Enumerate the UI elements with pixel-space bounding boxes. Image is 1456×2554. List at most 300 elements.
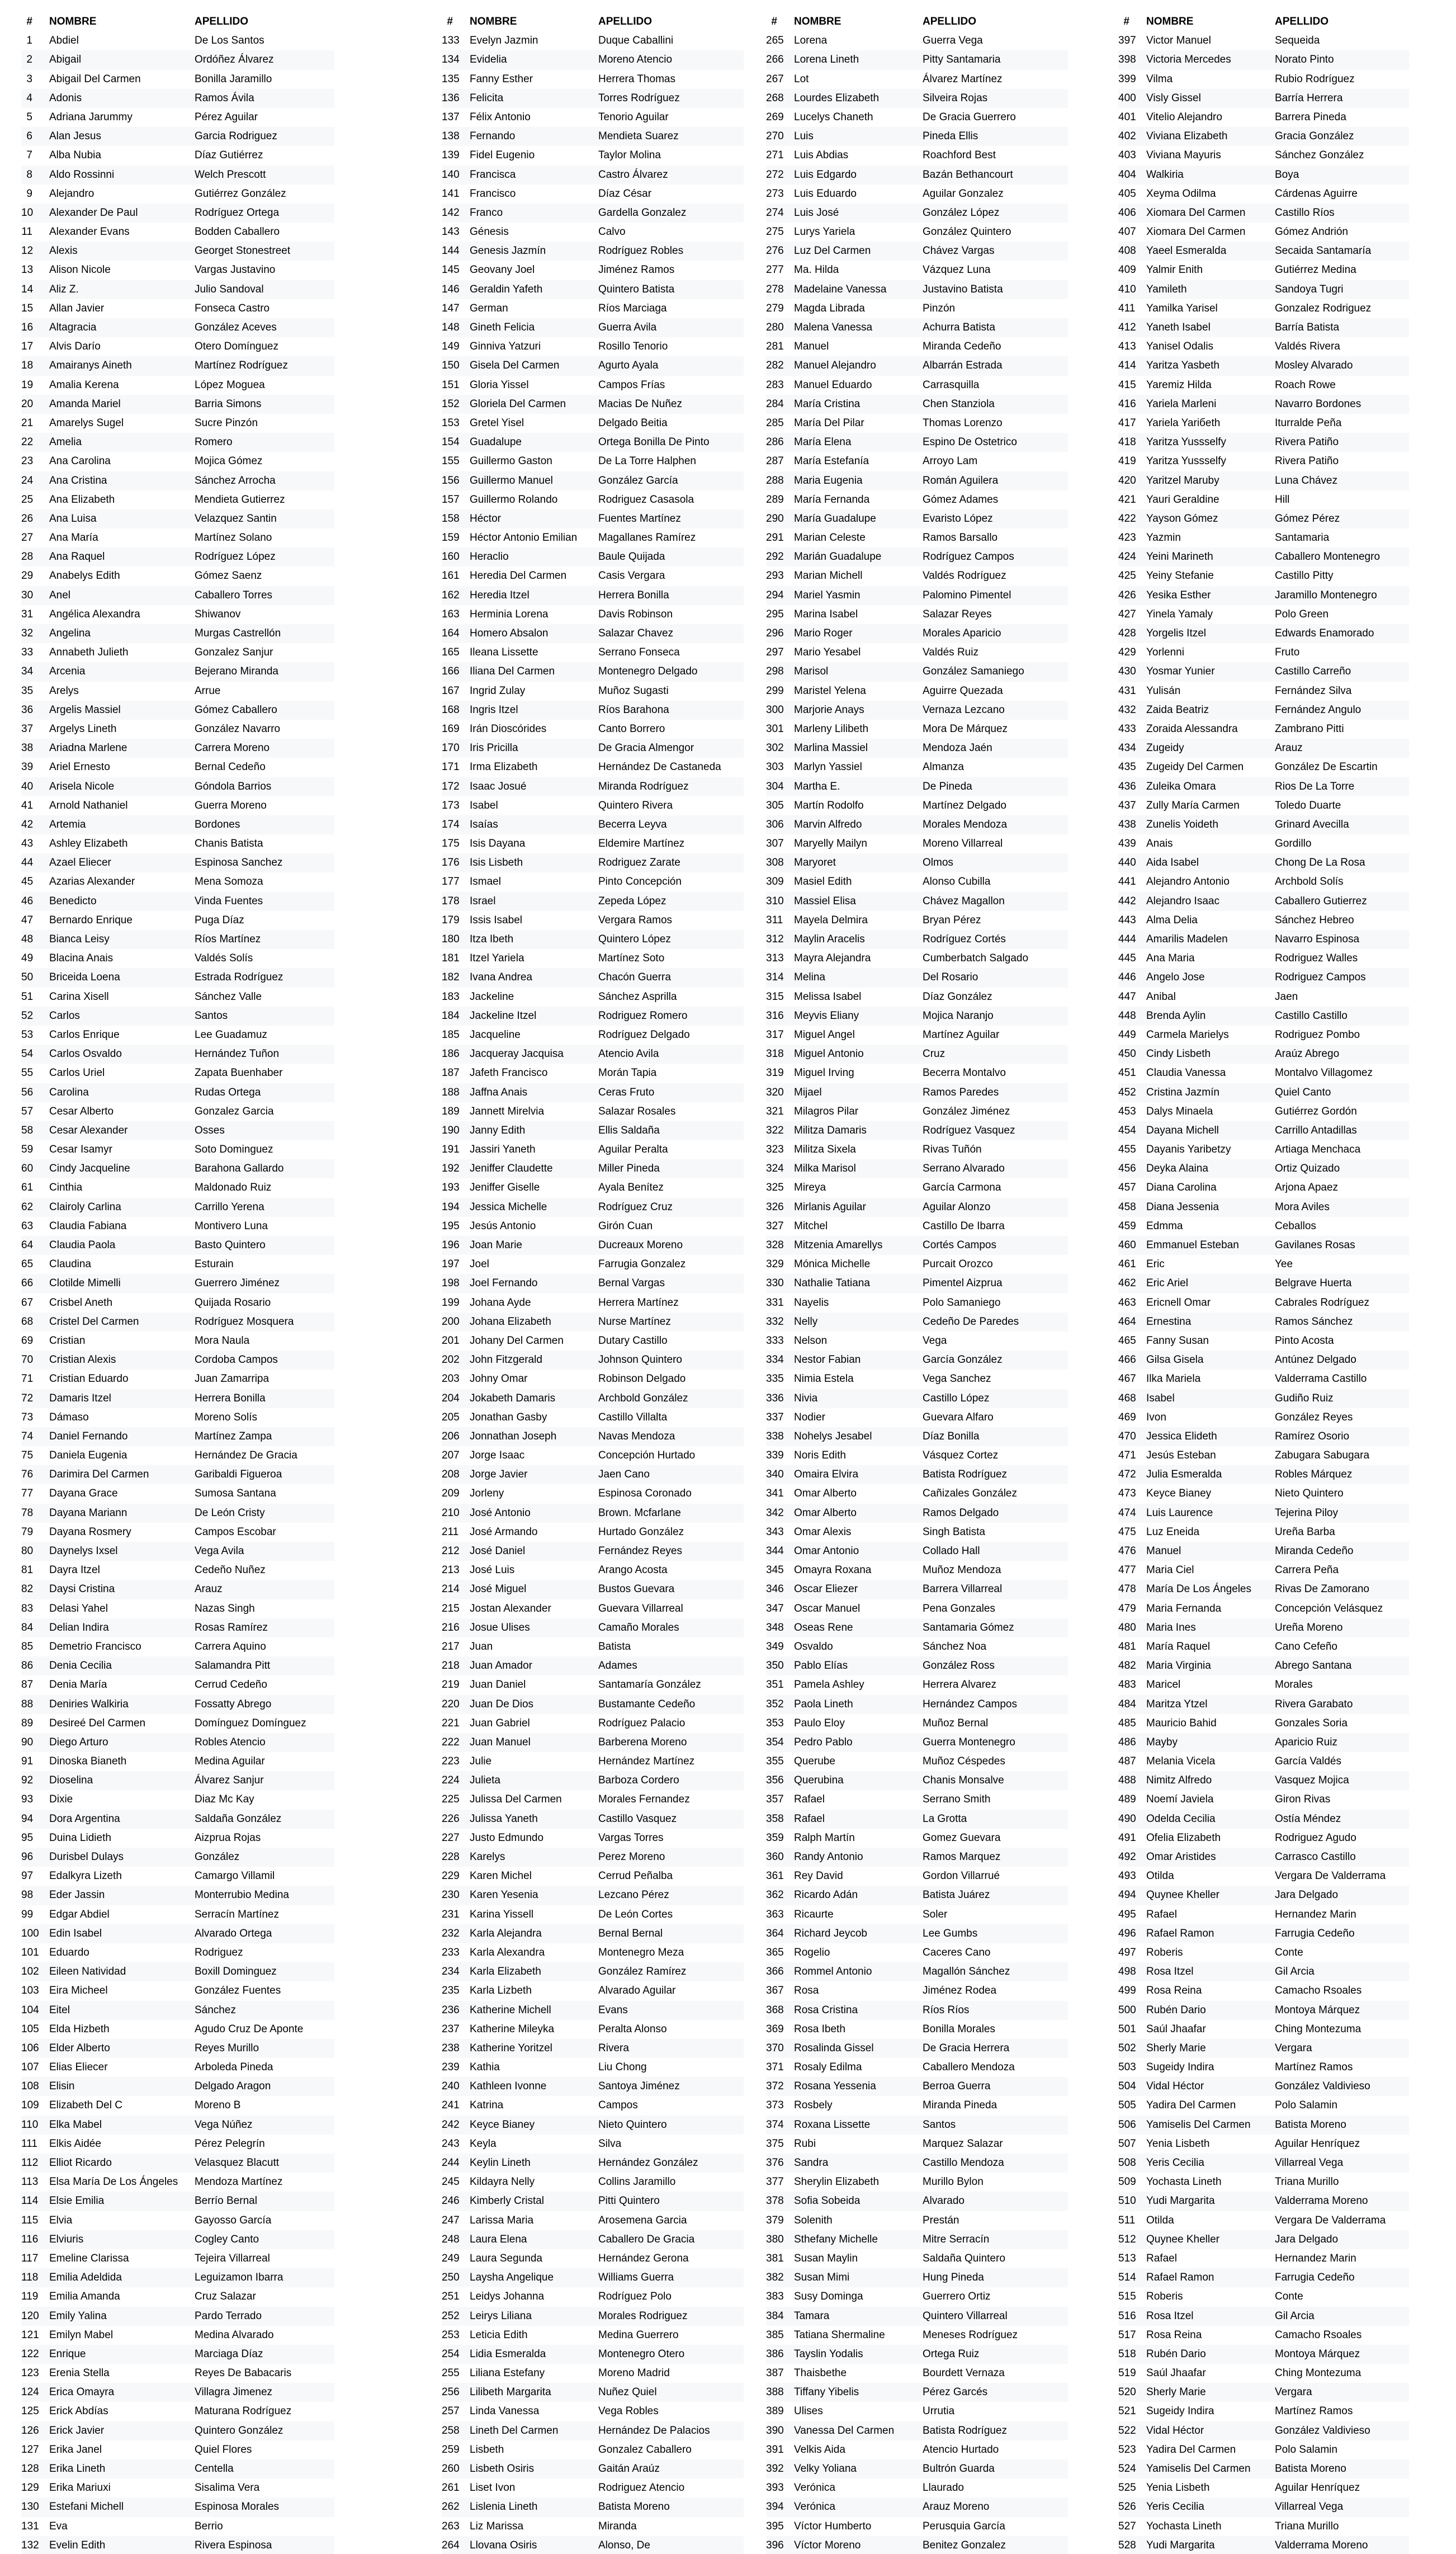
- row-number: 356: [766, 1774, 784, 1787]
- first-name-cell: Yamilka Yarisel: [1146, 302, 1218, 314]
- table-row: [21, 280, 334, 299]
- row-number: 184: [442, 1009, 460, 1022]
- table-row: [766, 2249, 1068, 2268]
- surname-cell: Campos Frías: [598, 379, 665, 391]
- surname-cell: Chanis Batista: [195, 838, 263, 850]
- table-row: [1118, 1675, 1409, 1694]
- first-name-cell: Deniries Walkiria: [49, 1698, 129, 1710]
- surname-cell: Gonzalez Caballero: [598, 2443, 692, 2456]
- surname-cell: Arauz Moreno: [923, 2501, 990, 2513]
- first-name-cell: Yeris Cecilia: [1146, 2501, 1204, 2513]
- table-row: [21, 1656, 334, 1675]
- first-name-cell: Melina: [794, 971, 825, 984]
- table-row: [766, 1274, 1068, 1293]
- surname-cell: González Reyes: [1275, 1411, 1353, 1423]
- table-row: [1118, 872, 1409, 891]
- row-number: 134: [442, 54, 460, 66]
- first-name-cell: Rommel Antonio: [794, 1966, 872, 1978]
- row-number: 326: [766, 1201, 784, 1213]
- table-row: [21, 701, 334, 720]
- first-name-cell: Katherine Michell: [470, 2004, 551, 2016]
- row-number: 237: [442, 2023, 460, 2035]
- surname-cell: Castillo De Ibarra: [923, 1220, 1005, 1232]
- row-number: 469: [1118, 1411, 1136, 1423]
- first-name-cell: Solenith: [794, 2214, 833, 2226]
- table-row: [21, 2536, 334, 2554]
- table-row: [442, 337, 744, 356]
- surname-cell: Polo Salamin: [1275, 2099, 1337, 2112]
- row-number: 300: [766, 704, 784, 716]
- first-name-cell: Issis Isabel: [470, 914, 522, 926]
- row-number: 122: [21, 2348, 39, 2360]
- table-row: [21, 605, 334, 624]
- surname-cell: Román Aguilera: [923, 474, 999, 487]
- table-row: [442, 1351, 744, 1370]
- table-row: [21, 2192, 334, 2211]
- first-name-cell: Laura Segunda: [470, 2252, 542, 2264]
- surname-cell: Moreno B: [195, 2099, 241, 2112]
- table-row: [766, 2287, 1068, 2306]
- row-number: 462: [1118, 1277, 1136, 1290]
- first-name-cell: Nathalie Tatiana: [794, 1277, 870, 1290]
- surname-cell: Jara Delgado: [1275, 1889, 1339, 1901]
- row-number: 104: [21, 2004, 39, 2016]
- row-number: 508: [1118, 2157, 1136, 2169]
- row-number: 52: [21, 1009, 34, 1022]
- table-row: [21, 2020, 334, 2039]
- table-row: [1118, 643, 1409, 662]
- first-name-cell: Guillermo Rolando: [470, 493, 558, 506]
- row-number: 48: [21, 933, 34, 945]
- row-number: 296: [766, 627, 784, 639]
- surname-cell: Morales Mendoza: [923, 818, 1008, 830]
- first-name-cell: Marian Celeste: [794, 532, 866, 544]
- surname-cell: Bourdett Vernaza: [923, 2367, 1005, 2380]
- column-block-4: [1118, 12, 1409, 2554]
- row-number: 101: [21, 1946, 39, 1958]
- first-name-cell: Altagracia: [49, 322, 97, 333]
- row-number: 292: [766, 551, 784, 563]
- surname-cell: Urrutia: [923, 2405, 955, 2418]
- row-number: 254: [442, 2348, 460, 2360]
- row-number: 221: [442, 1717, 460, 1729]
- table-row: [442, 223, 744, 242]
- first-name-cell: Viviana Elizabeth: [1146, 130, 1228, 143]
- first-name-cell: Ariel Ernesto: [49, 761, 110, 773]
- row-number: 252: [442, 2310, 460, 2322]
- table-row: [766, 1714, 1068, 1733]
- surname-cell: Vega Robles: [598, 2405, 659, 2418]
- surname-cell: Collado Hall: [923, 1545, 980, 1557]
- surname-cell: Ramos Delgado: [923, 1507, 999, 1519]
- table-row: [442, 452, 744, 471]
- table-row: [21, 1255, 334, 1274]
- table-row: [442, 2077, 744, 2096]
- row-number: 51: [21, 990, 34, 1003]
- row-number: 212: [442, 1545, 460, 1557]
- first-name-cell: Elviuris: [49, 2233, 84, 2245]
- first-name-cell: Yaneth Isabel: [1146, 322, 1211, 333]
- table-row: [766, 2498, 1068, 2517]
- table-row: [1118, 739, 1409, 758]
- table-row: [21, 988, 334, 1007]
- row-number: 2: [26, 54, 32, 66]
- table-row: [442, 1465, 744, 1484]
- row-number: 197: [442, 1258, 460, 1271]
- table-row: [21, 1924, 334, 1943]
- surname-cell: Vega: [923, 1334, 947, 1347]
- table-row: [442, 2287, 744, 2306]
- row-number: 82: [21, 1583, 34, 1595]
- first-name-cell: José Antonio: [470, 1507, 531, 1519]
- table-row: [21, 395, 334, 414]
- row-number: 227: [442, 1831, 460, 1844]
- table-row: [21, 1274, 334, 1293]
- row-number: 401: [1118, 111, 1136, 123]
- table-row: [442, 242, 744, 261]
- first-name-cell: Johany Del Carmen: [470, 1334, 564, 1347]
- row-number: 27: [21, 532, 34, 544]
- row-number: 191: [442, 1144, 460, 1156]
- surname-cell: Camacho Rsoales: [1275, 2329, 1362, 2341]
- first-name-cell: Yaritzel Maruby: [1146, 474, 1219, 487]
- row-number: 443: [1118, 914, 1136, 926]
- row-number: 528: [1118, 2539, 1136, 2551]
- table-row: [442, 50, 744, 69]
- surname-cell: Achurra Batista: [923, 322, 995, 333]
- first-name-cell: Keyla: [470, 2137, 497, 2150]
- surname-cell: Archbold González: [598, 1392, 688, 1404]
- first-name-cell: Yayson Gómez: [1146, 512, 1218, 525]
- first-name-cell: Eric Ariel: [1146, 1277, 1188, 1290]
- row-number: 159: [442, 532, 460, 544]
- table-row: [442, 2345, 744, 2364]
- row-number: 267: [766, 73, 784, 85]
- surname-cell: González Jiménez: [923, 1105, 1010, 1117]
- table-row: [442, 2421, 744, 2440]
- first-name-cell: Osvaldo: [794, 1640, 833, 1653]
- row-number: 381: [766, 2252, 784, 2264]
- table-row: [1118, 758, 1409, 777]
- surname-cell: Muñoz Sugasti: [598, 684, 669, 697]
- row-number: 173: [442, 799, 460, 811]
- first-name-cell: Emilyn Mabel: [49, 2329, 114, 2341]
- table-row: [1118, 1236, 1409, 1255]
- row-number: 69: [21, 1334, 34, 1347]
- row-number: 142: [442, 206, 460, 219]
- surname-cell: Rios De La Torre: [1275, 780, 1355, 792]
- table-row: [442, 89, 744, 108]
- surname-cell: Camargo Villamil: [195, 1870, 275, 1882]
- row-number: 15: [21, 302, 34, 314]
- row-number: 62: [21, 1201, 34, 1213]
- table-row: [21, 509, 334, 528]
- table-row: [766, 242, 1068, 261]
- table-row: [1118, 1943, 1409, 1962]
- table-row: [1118, 834, 1409, 853]
- table-row: [1118, 949, 1409, 968]
- surname-cell: Miranda Cedeño: [1275, 1545, 1354, 1557]
- row-number: 56: [21, 1086, 34, 1098]
- row-number: 399: [1118, 73, 1136, 85]
- first-name-cell: Zoraida Alessandra: [1146, 723, 1238, 735]
- row-number: 524: [1118, 2463, 1136, 2475]
- first-name-cell: Mitchel: [794, 1220, 828, 1232]
- table-row: [442, 720, 744, 739]
- table-row: [442, 108, 744, 127]
- row-number: 507: [1118, 2137, 1136, 2150]
- table-row: [766, 1580, 1068, 1599]
- first-name-cell: Thaisbethe: [794, 2367, 847, 2380]
- surname-cell: Álvarez Martínez: [923, 73, 1003, 85]
- surname-cell: Garcia Rodriguez: [195, 130, 277, 143]
- surname-cell: Macias De Nuñez: [598, 398, 682, 410]
- table-row: [766, 2402, 1068, 2421]
- surname-cell: Collins Jaramillo: [598, 2176, 676, 2188]
- surname-cell: Fonseca Castro: [195, 302, 270, 314]
- table-row: [766, 1313, 1068, 1332]
- surname-cell: Campos: [598, 2099, 638, 2112]
- surname-cell: Rivera Patiño: [1275, 455, 1339, 468]
- surname-cell: Valdés Ruiz: [923, 646, 978, 659]
- row-number: 26: [21, 512, 34, 525]
- row-number: 115: [21, 2214, 39, 2226]
- row-number: 239: [442, 2061, 460, 2074]
- row-number: 38: [21, 742, 34, 754]
- surname-cell: Hernández De Castaneda: [598, 761, 721, 773]
- table-row: [766, 777, 1068, 796]
- table-row: [766, 1637, 1068, 1656]
- table-row: [766, 2268, 1068, 2287]
- table-row: [442, 1026, 744, 1045]
- table-row: [442, 1178, 744, 1197]
- first-name-cell: Darimira Del Carmen: [49, 1469, 149, 1481]
- table-row: [1118, 1446, 1409, 1465]
- row-number: 449: [1118, 1028, 1136, 1041]
- first-name-cell: Edmma: [1146, 1220, 1183, 1232]
- surname-cell: González Samaniego: [923, 665, 1024, 678]
- row-number: 353: [766, 1717, 784, 1729]
- first-name-cell: Dayana Rosmery: [49, 1526, 131, 1538]
- table-row: [442, 2402, 744, 2421]
- surname-cell: Llaurado: [923, 2482, 964, 2494]
- row-number: 213: [442, 1564, 460, 1576]
- table-row: [442, 777, 744, 796]
- surname-cell: Sumosa Santana: [195, 1488, 276, 1500]
- row-number: 305: [766, 799, 784, 811]
- table-row: [1118, 337, 1409, 356]
- table-row: [442, 872, 744, 891]
- first-name-cell: Yudi Margarita: [1146, 2195, 1215, 2207]
- row-number: 230: [442, 1889, 460, 1901]
- first-name-cell: Crisbel Aneth: [49, 1296, 113, 1309]
- row-number: 44: [21, 857, 34, 869]
- header-number: #: [26, 16, 32, 27]
- first-name-cell: Jessica Michelle: [470, 1201, 547, 1213]
- row-number: 295: [766, 608, 784, 620]
- surname-cell: Pena Gonzales: [923, 1602, 995, 1614]
- first-name-cell: Tiffany Yibelis: [794, 2386, 859, 2399]
- surname-cell: Roach Rowe: [1275, 379, 1336, 391]
- row-number: 400: [1118, 92, 1136, 104]
- surname-cell: Marciaga Díaz: [195, 2348, 263, 2360]
- table-row: [442, 1064, 744, 1083]
- first-name-cell: Jacqueline: [470, 1028, 521, 1041]
- first-name-cell: Emilia Adeldida: [49, 2272, 122, 2284]
- row-number: 49: [21, 952, 34, 965]
- table-row: [21, 31, 334, 50]
- table-row: [21, 2287, 334, 2306]
- first-name-cell: Leticia Edith: [470, 2329, 528, 2341]
- table-row: [21, 720, 334, 739]
- table-row: [21, 2135, 334, 2154]
- first-name-cell: Dayra Itzel: [49, 1564, 100, 1576]
- row-number: 388: [766, 2386, 784, 2399]
- row-number: 311: [766, 914, 783, 926]
- first-name-cell: José Daniel: [470, 1545, 526, 1557]
- table-row: [21, 1121, 334, 1140]
- first-name-cell: Rosa Cristina: [794, 2004, 858, 2016]
- table-row: [1118, 1102, 1409, 1121]
- row-number: 404: [1118, 168, 1136, 181]
- surname-cell: Villarreal Vega: [1275, 2501, 1344, 2513]
- row-number: 86: [21, 1660, 34, 1672]
- surname-cell: Adames: [598, 1660, 637, 1672]
- row-number: 99: [21, 1908, 34, 1920]
- first-name-cell: Fidel Eugenio: [470, 149, 535, 162]
- first-name-cell: Jassiri Yaneth: [470, 1144, 536, 1156]
- table-row: [766, 1255, 1068, 1274]
- table-row: [766, 1332, 1068, 1351]
- first-name-cell: Juan: [470, 1640, 493, 1653]
- surname-cell: Casis Vergara: [598, 570, 665, 582]
- surname-cell: Girón Cuan: [598, 1220, 653, 1232]
- table-row: [442, 1695, 744, 1714]
- row-number: 193: [442, 1182, 460, 1194]
- row-number: 145: [442, 264, 460, 276]
- table-row: [766, 376, 1068, 395]
- row-number: 336: [766, 1392, 784, 1404]
- surname-cell: Miranda: [598, 2520, 637, 2532]
- row-number: 111: [21, 2137, 37, 2150]
- table-row: [442, 1523, 744, 1542]
- row-number: 257: [442, 2405, 460, 2418]
- row-number: 494: [1118, 1889, 1136, 1901]
- table-row: [1118, 146, 1409, 165]
- row-number: 158: [442, 512, 460, 525]
- table-row: [1118, 242, 1409, 261]
- row-number: 371: [766, 2061, 784, 2074]
- first-name-cell: Isis Lisbeth: [470, 857, 523, 869]
- first-name-cell: Sherly Marie: [1146, 2386, 1206, 2399]
- row-number: 408: [1118, 245, 1136, 257]
- row-number: 5: [26, 111, 32, 123]
- first-name-cell: Argelis Massiel: [49, 704, 121, 716]
- row-number: 255: [442, 2367, 460, 2380]
- surname-cell: Castillo Mendoza: [923, 2157, 1004, 2169]
- row-number: 143: [442, 226, 460, 238]
- row-number: 475: [1118, 1526, 1136, 1538]
- surname-cell: Quintero González: [195, 2424, 283, 2437]
- table-row: [1118, 452, 1409, 471]
- table-row: [1118, 395, 1409, 414]
- surname-cell: Fernández Reyes: [598, 1545, 682, 1557]
- surname-cell: Santoya Jiménez: [598, 2080, 680, 2093]
- first-name-cell: Yeris Cecilia: [1146, 2157, 1204, 2169]
- surname-cell: Sánchez González: [1275, 149, 1364, 162]
- table-row: [21, 1178, 334, 1197]
- surname-cell: Zambrano Pitti: [1275, 723, 1344, 735]
- first-name-cell: Omar Alberto: [794, 1507, 857, 1519]
- surname-cell: Hung Pineda: [923, 2272, 984, 2284]
- table-row: [766, 1752, 1068, 1771]
- row-number: 382: [766, 2272, 784, 2284]
- first-name-cell: Erick Abdías: [49, 2405, 108, 2418]
- first-name-cell: Dinoska Bianeth: [49, 1755, 127, 1768]
- table-row: [21, 2173, 334, 2192]
- surname-cell: Roachford Best: [923, 149, 996, 162]
- surname-cell: Ducreaux Moreno: [598, 1239, 683, 1251]
- first-name-cell: Dámaso: [49, 1411, 89, 1423]
- surname-cell: Mendoza Jaén: [923, 742, 992, 754]
- table-row: [21, 1408, 334, 1427]
- row-number: 256: [442, 2386, 460, 2399]
- surname-cell: Del Rosario: [923, 971, 978, 984]
- row-number: 358: [766, 1812, 784, 1825]
- table-row: [766, 1178, 1068, 1197]
- surname-cell: Chacón Guerra: [598, 971, 671, 984]
- first-name-cell: Itza Ibeth: [470, 933, 514, 945]
- row-number: 398: [1118, 54, 1136, 66]
- row-number: 288: [766, 474, 784, 487]
- surname-cell: Gil Arcia: [1275, 2310, 1315, 2322]
- row-number: 75: [21, 1450, 34, 1462]
- row-number: 483: [1118, 1679, 1136, 1691]
- row-number: 357: [766, 1793, 784, 1806]
- table-row: [1118, 1427, 1409, 1446]
- row-number: 285: [766, 417, 784, 429]
- table-row: [21, 1905, 334, 1924]
- table-row: [766, 299, 1068, 318]
- row-number: 338: [766, 1430, 784, 1442]
- first-name-cell: Yalmir Enith: [1146, 264, 1203, 276]
- row-number: 89: [21, 1717, 34, 1729]
- first-name-cell: Alexander Evans: [49, 226, 130, 238]
- table-row: [766, 2345, 1068, 2364]
- surname-cell: Batista Moreno: [1275, 2463, 1346, 2475]
- row-number: 226: [442, 1812, 460, 1825]
- table-row: [766, 1867, 1068, 1886]
- row-number: 355: [766, 1755, 784, 1768]
- first-name-cell: Maristel Yelena: [794, 684, 866, 697]
- row-number: 182: [442, 971, 460, 984]
- surname-cell: Dutary Castillo: [598, 1334, 668, 1347]
- row-number: 268: [766, 92, 784, 104]
- surname-cell: Quintero López: [598, 933, 671, 945]
- surname-cell: Valderrama Moreno: [1275, 2195, 1368, 2207]
- row-number: 316: [766, 1009, 784, 1022]
- table-row: [1118, 796, 1409, 815]
- table-row: [766, 2383, 1068, 2402]
- first-name-cell: Janny Edith: [470, 1124, 526, 1136]
- row-number: 297: [766, 646, 784, 659]
- table-row: [1118, 2096, 1409, 2115]
- surname-cell: Valdés Rodríguez: [923, 570, 1006, 582]
- surname-cell: Delgado Aragon: [195, 2080, 271, 2093]
- surname-cell: Espinosa Sanchez: [195, 857, 283, 869]
- row-number: 264: [442, 2539, 460, 2551]
- table-row: [21, 1523, 334, 1542]
